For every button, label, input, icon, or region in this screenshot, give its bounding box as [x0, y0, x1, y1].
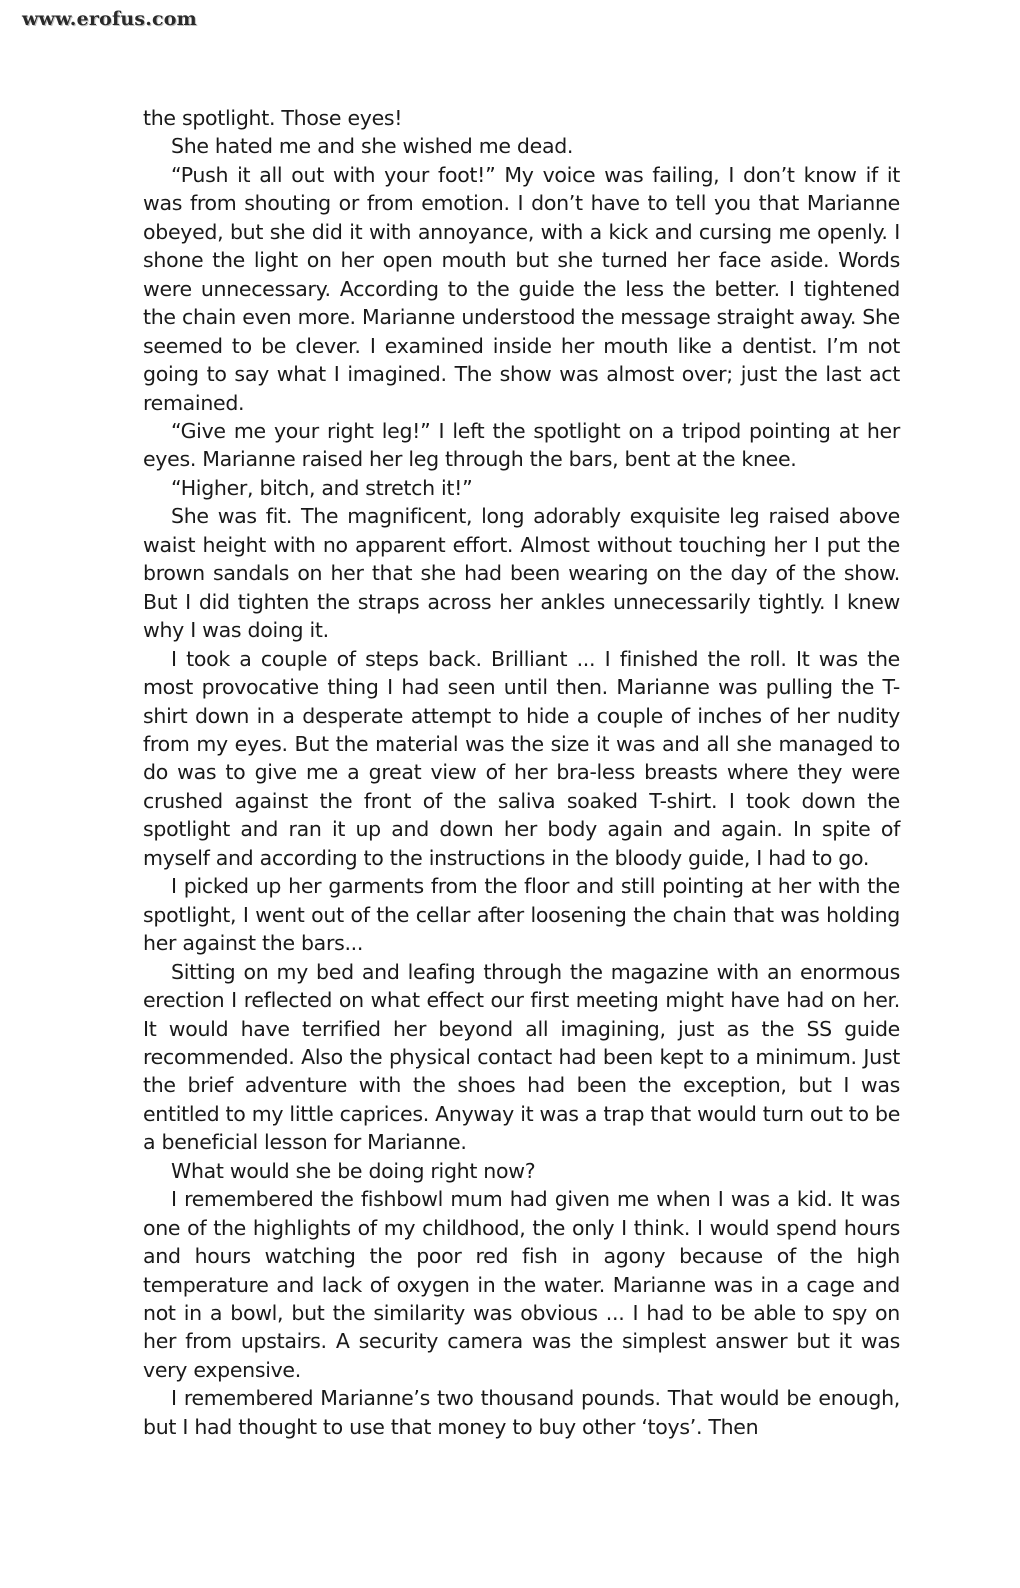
site-watermark: www.erofus.com: [22, 8, 197, 30]
paragraph: the spotlight. Those eyes!: [143, 106, 403, 130]
paragraph: “Give me your right leg!” I left the spotlight on a tripod pointing at her eyes. Marianne raised her leg through the bars, bent at the knee.: [143, 418, 900, 472]
paragraph: I remembered Marianne’s two thousand pounds. That would be enough, but I had thought to use that money to buy other ‘toys’. Then: [143, 1386, 900, 1439]
paragraph: I took a couple of steps back. Brilliant ... I finished the roll. It was the most provocative thing I had seen until then. Marianne was pulling the T-shirt down in a desperate attempt to hide a couple of inches of her nudity from my eyes. But the material was the size it was and all she managed to do was to give me a great view of her bra-less breasts where they were crushed against the front of the saliva soaked T-shirt. I took down the spotlight and ran it up and down her body again and again. In spite of myself and according to the instructions in the bloody guide, I had to go.: [143, 646, 900, 870]
body-text: [143, 104, 900, 1441]
paragraph: What would she be doing right now?: [171, 1158, 536, 1183]
paragraph: Sitting on my bed and leafing through the magazine with an enormous erection I reflected on what effect our first meeting might have had on her. It would have terrified her beyond all imagining, just as the SS guide recommended. Also the physical contact had been kept to a minimum. Just the brief adventure with the shoes had been the exception, but I was entitled to my little caprices. Anyway it was a trap that would turn out to be a beneficial lesson for Marianne.: [143, 959, 901, 1155]
paragraph: I remembered the fishbowl mum had given me when I was a kid. It was one of the highlights of my childhood, the only I think. I would spend hours and hours watching the poor red fish in agony because of the high temperature and lack of oxygen in the water. Marianne was in a cage and not in a bowl, but the similarity was obvious ... I had to be able to spy on her from upstairs. A security camera was the simplest answer but it was very expensive.: [143, 1187, 900, 1382]
paragraph: I picked up her garments from the floor and still pointing at her with the spotlight, I went out of the cellar after loosening the chain that was holding her against the bars...: [143, 874, 900, 956]
paragraph: “Higher, bitch, and stretch it!”: [171, 475, 473, 500]
paragraph: She hated me and she wished me dead.: [171, 134, 574, 159]
paragraph: She was fit. The magnificent, long adorably exquisite leg raised above waist height with no apparent effort. Almost without touching her I put the brown sandals on her that she had been wearing on the day of the show. But I did tighten the straps across her ankles unnecessarily tightly. I knew why I was doing it.: [143, 504, 900, 643]
paragraph: “Push it all out with your foot!” My voice was failing, I don’t know if it was from shouting or from emotion. I don’t have to tell you that Marianne obeyed, but she did it with annoyance, with a kick and cursing me openly. I shone the light on her open mouth but she turned her face aside. Words were unnecessary. According to the guide the less the better. I tightened the chain even more. Marianne understood the message straight away. She seemed to be clever. I examined inside her mouth like a dentist. I’m not going to say what I imagined. The show was almost over; just the last act remained.: [143, 162, 900, 415]
